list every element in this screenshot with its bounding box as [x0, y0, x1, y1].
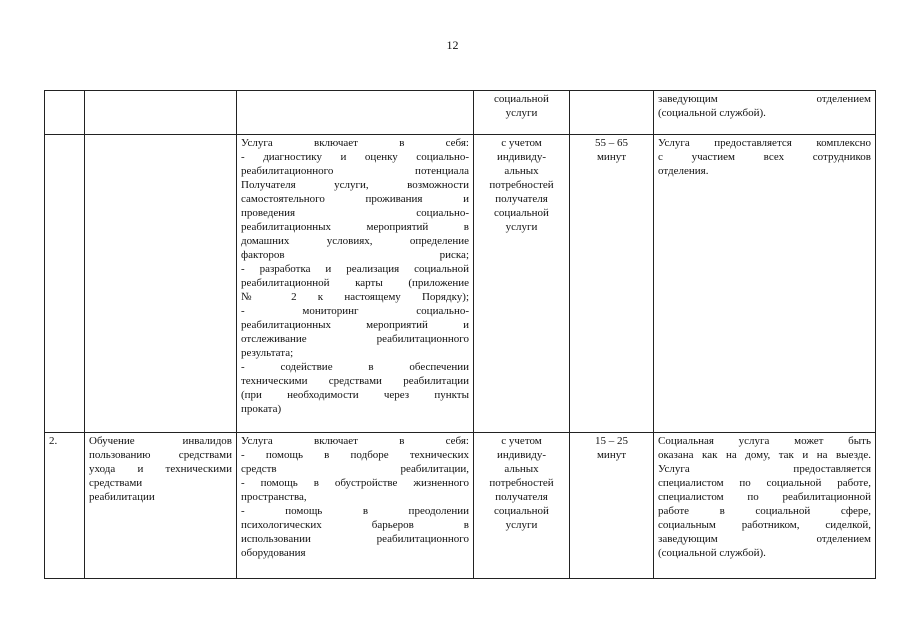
service-content-cell-line: проката) [241, 403, 282, 415]
notes-cell-line: (социальной службой). [658, 107, 766, 119]
conditions-cell-line: с учетом [501, 137, 542, 149]
service-content-cell-line: - помощь в подборе технических [241, 449, 469, 461]
notes-cell [654, 135, 876, 433]
service-content-cell-line: - разработка и реализация социальной [241, 263, 469, 275]
notes-cell-line: работе в социальной сфере, [658, 505, 871, 517]
services-table [44, 90, 876, 579]
conditions-cell [474, 91, 570, 135]
service-content-cell-line: факторов риска; [241, 249, 469, 261]
service-name-cell [85, 135, 237, 433]
notes-cell-line: Услуга предоставляется комплексно [658, 137, 871, 149]
service-content-cell-line: проведения социально- [241, 207, 469, 219]
duration-cell-line: минут [596, 151, 627, 163]
notes-cell-line: специалистом по социальной работе, [658, 477, 871, 489]
conditions-cell-line: услуги [505, 519, 538, 531]
service-content-cell-line: - помощь в обустройстве жизненного [241, 477, 469, 489]
table-row [45, 91, 876, 135]
service-content-cell [237, 433, 474, 579]
conditions-cell-line: альных [504, 463, 539, 475]
service-content-cell-line: Услуга включает в себя: [241, 435, 469, 447]
service-content-cell-line: домашних условиях, определение [241, 235, 469, 247]
service-content-cell-line: результата; [241, 347, 294, 359]
notes-cell-line: Социальная услуга может быть [658, 435, 871, 447]
notes-cell-line: (социальной службой). [658, 547, 766, 559]
conditions-cell-line: с учетом [501, 435, 542, 447]
notes-cell-line: оказана как на дому, так и на выезде. [658, 449, 871, 461]
service-content-cell-line: - диагностику и оценку социально- [241, 151, 469, 163]
service-name-cell-line: пользованию средствами [89, 449, 232, 461]
conditions-cell-line: индивиду- [496, 449, 547, 461]
table-row [45, 135, 876, 433]
conditions-cell-line: потребностей [489, 179, 554, 191]
service-name-cell-line: реабилитации [89, 491, 155, 503]
service-content-cell-line: средств реабилитации, [241, 463, 469, 475]
conditions-cell-line: услуги [505, 221, 538, 233]
service-content-cell-line: реабилитационного потенциала [241, 165, 469, 177]
service-content-cell-line: Услуга включает в себя: [241, 137, 469, 149]
conditions-cell-line: социальной [494, 207, 549, 219]
service-name-cell [85, 91, 237, 135]
service-content-cell-line: реабилитационных мероприятий в [241, 221, 469, 233]
service-content-cell-line: (при необходимости через пункты [241, 389, 469, 401]
notes-cell-line: отделения. [658, 165, 709, 177]
service-content-cell-line: № 2 к настоящему Порядку); [241, 291, 469, 303]
service-content-cell-line: реабилитационных мероприятий и [241, 319, 469, 331]
notes-cell [654, 433, 876, 579]
conditions-cell-line: альных [504, 165, 539, 177]
service-content-cell-line: самостоятельного проживания и [241, 193, 469, 205]
table-row [45, 433, 876, 579]
conditions-cell-line: социальной [494, 505, 549, 517]
notes-cell-line: Услуга предоставляется [658, 463, 871, 475]
conditions-cell-line: услуги [505, 107, 538, 119]
service-content-cell-line: отслеживание реабилитационного [241, 333, 469, 345]
conditions-cell-line: получателя [495, 193, 548, 205]
conditions-cell [474, 135, 570, 433]
service-content-cell-line: - содействие в обеспечении [241, 361, 469, 373]
row-number-cell [45, 135, 85, 433]
notes-cell-line: заведующим отделением [658, 93, 871, 105]
duration-cell [570, 433, 654, 579]
notes-cell-line: заведующим отделением [658, 533, 871, 545]
service-content-cell-line: психологических барьеров в [241, 519, 469, 531]
conditions-cell-line: социальной [494, 93, 549, 105]
service-content-cell-line: использовании реабилитационного [241, 533, 469, 545]
service-name-cell-line: Обучение инвалидов [89, 435, 232, 447]
service-content-cell-line: пространства, [241, 491, 307, 503]
notes-cell-line: с участием всех сотрудников [658, 151, 871, 163]
duration-cell-line: 15 – 25 [595, 435, 628, 447]
notes-cell-line: социальным работником, сиделкой, [658, 519, 871, 531]
service-content-cell-line: реабилитационной карты (приложение [241, 277, 469, 289]
notes-cell [654, 91, 876, 135]
notes-cell-line: специалистом по реабилитационной [658, 491, 871, 503]
service-content-cell [237, 91, 474, 135]
conditions-cell [474, 433, 570, 579]
conditions-cell-line: потребностей [489, 477, 554, 489]
service-content-cell-line: Получателя услуги, возможности [241, 179, 469, 191]
row-number-cell: 2. [45, 433, 85, 579]
service-name-cell [85, 433, 237, 579]
service-content-cell-line: оборудования [241, 547, 306, 559]
conditions-cell-line: получателя [495, 491, 548, 503]
service-content-cell-line: - помощь в преодолении [241, 505, 469, 517]
duration-cell [570, 135, 654, 433]
service-content-cell-line: техническими средствами реабилитации [241, 375, 469, 387]
page-number: 12 [446, 38, 459, 52]
duration-cell-line: минут [596, 449, 627, 461]
service-content-cell-line: - мониторинг социально- [241, 305, 469, 317]
conditions-cell-line: индивиду- [496, 151, 547, 163]
duration-cell [570, 91, 654, 135]
service-content-cell [237, 135, 474, 433]
duration-cell-line: 55 – 65 [595, 137, 628, 149]
service-name-cell-line: ухода и техническими [89, 463, 232, 475]
row-number-cell [45, 91, 85, 135]
service-name-cell-line: средствами [89, 477, 143, 489]
